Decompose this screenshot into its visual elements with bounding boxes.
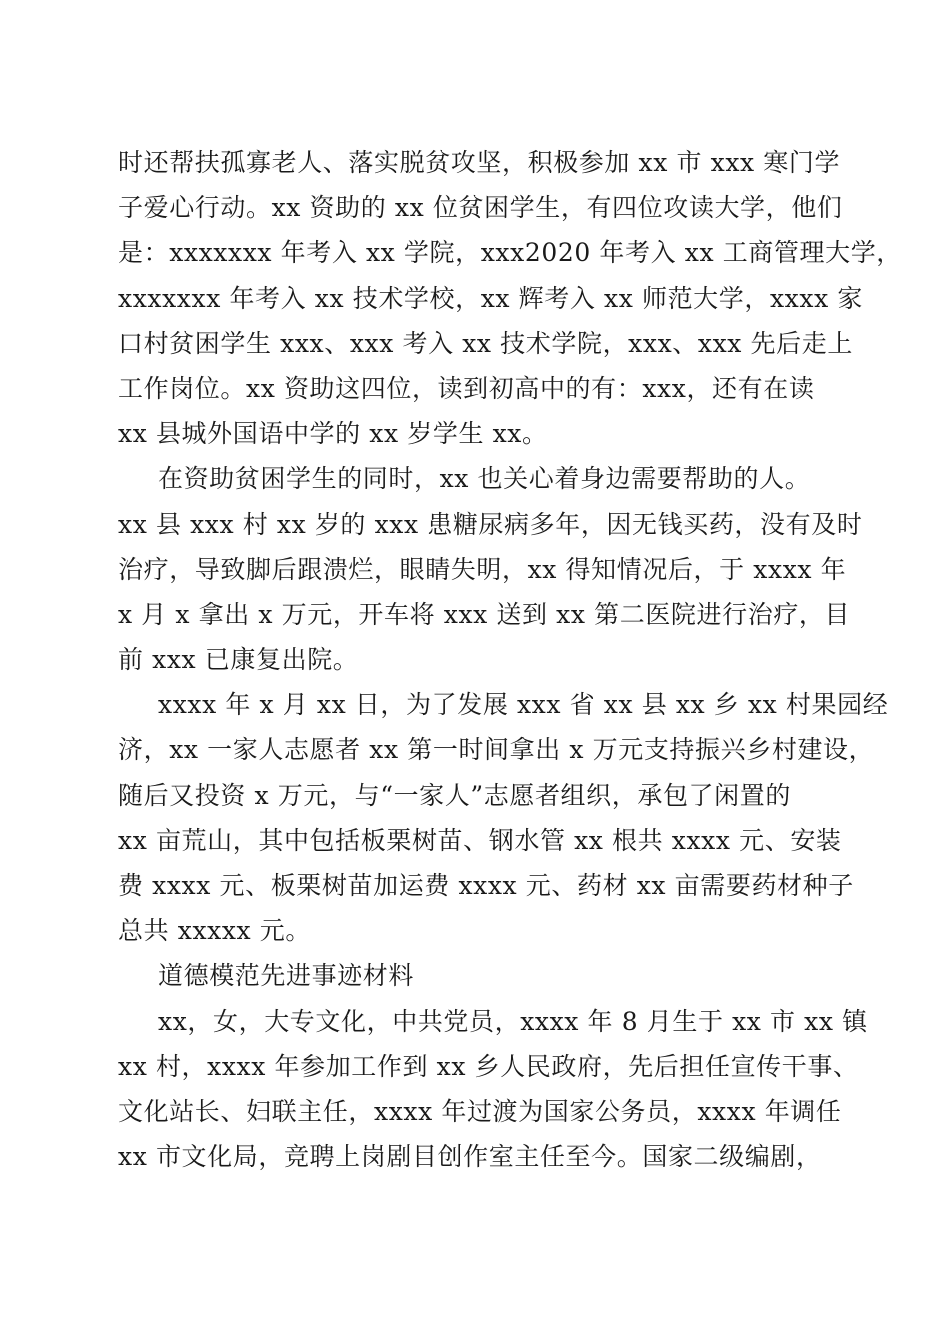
text-line: xxxxxxx 年考入 xx 技术学校，xx 辉考入 xx 师范大学，xxxx 家: [118, 283, 863, 313]
text-line: 是：xxxxxxx 年考入 xx 学院，xxx2020 年考入 xx 工商管理大学，: [118, 238, 902, 268]
text-line: 随后又投资 x 万元，与“一家人”志愿者组织，承包了闲置的: [118, 780, 791, 810]
text-line: 时还帮扶孤寡老人、落实脱贫攻坚，积极参加 xx 市 xxx 寒门学: [118, 148, 841, 177]
text-line: xx 亩荒山，其中包括板栗树苗、钢水管 xx 根共 xxxx 元、安装: [118, 825, 842, 855]
text-line: xx 村，xxxx 年参加工作到 xx 乡人民政府，先后担任宣传干事、: [118, 1051, 859, 1081]
paragraph-start-line: 在资助贫困学生的同时，xx 也关心着身边需要帮助的人。: [158, 464, 811, 494]
text-line: xx 县 xxx 村 xx 岁的 xxx 患糖尿病多年，因无钱买药，没有及时: [118, 509, 863, 539]
paragraph-start-line: xx，女，大专文化，中共党员，xxxx 年 8 月生于 xx 市 xx 镇: [158, 1006, 868, 1036]
text-line: 治疗，导致脚后跟溃烂，眼睛失明，xx 得知情况后，于 xxxx 年: [118, 554, 847, 584]
text-line: 文化站长、妇联主任，xxxx 年过渡为国家公务员，xxxx 年调任: [118, 1096, 842, 1126]
text-line: x 月 x 拿出 x 万元，开车将 xxx 送到 xx 第二医院进行治疗，目: [118, 599, 851, 629]
text-line: 费 xxxx 元、板栗树苗加运费 xxxx 元、药材 xx 亩需要药材种子: [118, 871, 854, 900]
section-heading: 道德模范先进事迹材料: [158, 961, 415, 991]
text-line: xx 县城外国语中学的 xx 岁学生 xx。: [118, 419, 548, 449]
text-line: 口村贫困学生 xxx、xxx 考入 xx 技术学院，xxx、xxx 先后走上: [118, 328, 853, 358]
text-line: 工作岗位。xx 资助这四位，读到初高中的有：xxx，还有在读: [118, 373, 815, 403]
text-line: 济，xx 一家人志愿者 xx 第一时间拿出 x 万元支持振兴乡村建设，: [118, 735, 875, 765]
text-line: 总共 xxxxx 元。: [118, 916, 311, 946]
text-line: 前 xxx 已康复出院。: [118, 645, 359, 675]
text-line: xx 市文化局，竞聘上岗剧目创作室主任至今。国家二级编剧，: [118, 1142, 822, 1172]
document-body: [118, 140, 902, 1179]
paragraph-start-line: xxxx 年 x 月 xx 日，为了发展 xxx 省 xx 县 xx 乡 xx 村果园经: [158, 690, 889, 720]
text-line: 子爱心行动。xx 资助的 xx 位贫困学生，有四位攻读大学，他们: [118, 193, 843, 223]
